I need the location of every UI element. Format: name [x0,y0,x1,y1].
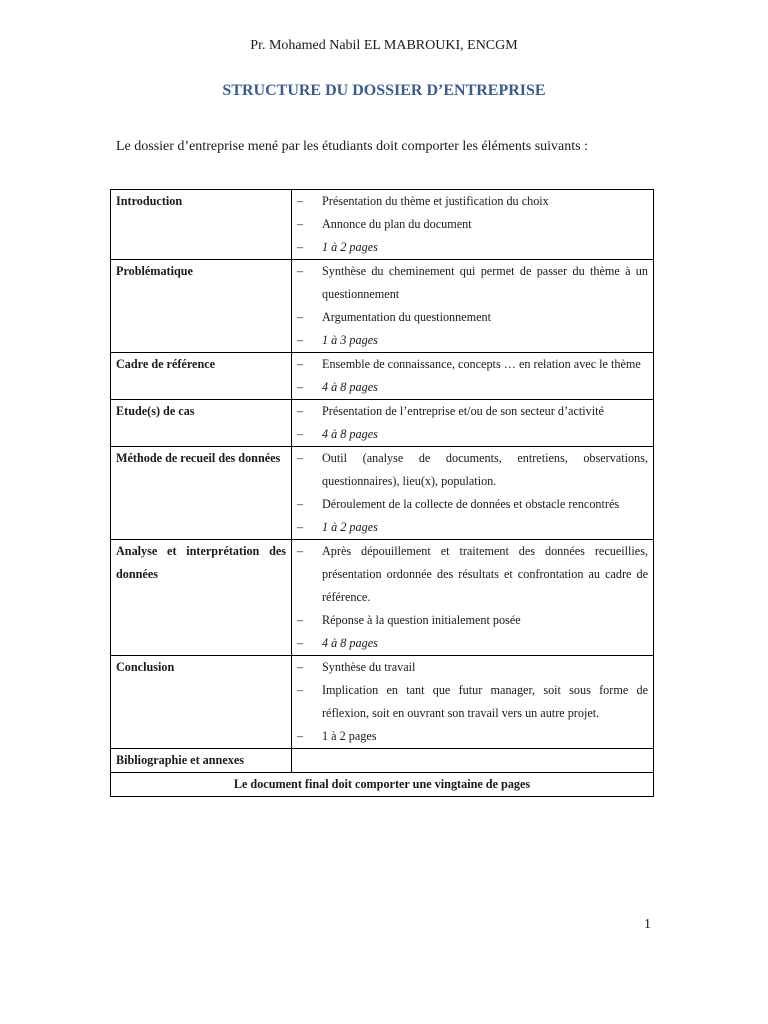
dash-bullet-icon: – [297,520,304,534]
dash-bullet-icon: – [297,451,304,465]
list-item [297,540,648,609]
section-label: Conclusion [111,656,292,749]
list-item-text: Outil (analyse de documents, entretiens, observations, questionnaires), lieu(x), population. [322,451,648,488]
dash-bullet-icon: – [297,427,304,441]
dash-bullet-icon: – [297,310,304,324]
table-row [111,749,654,773]
section-item-list [297,447,648,539]
section-content [292,540,654,656]
list-item-text: 4 à 8 pages [322,636,378,650]
list-item [297,260,648,306]
list-item-text: Annonce du plan du document [322,217,472,231]
dash-bullet-icon: – [297,333,304,347]
list-item [297,516,648,539]
dash-bullet-icon: – [297,264,304,278]
table-row [111,190,654,260]
section-content [292,260,654,353]
dash-bullet-icon: – [297,636,304,650]
section-label: Problématique [111,260,292,353]
dash-bullet-icon: – [297,660,304,674]
dash-bullet-icon: – [297,729,304,743]
dash-bullet-icon: – [297,544,304,558]
dash-bullet-icon: – [297,240,304,254]
section-content [292,749,654,773]
section-label: Analyse et interprétation des données [111,540,292,656]
section-content [292,447,654,540]
table-footer-row [111,773,654,797]
list-item-text: Synthèse du cheminement qui permet de passer du thème à un questionnement [322,264,648,301]
list-item [297,447,648,493]
section-label: Méthode de recueil des données [111,447,292,540]
section-content [292,656,654,749]
list-item [297,306,648,329]
table-footer-note: Le document final doit comporter une vingtaine de pages [111,773,654,797]
list-item-text: Implication en tant que futur manager, soit sous forme de réflexion, soit en ouvrant son travail vers un autre projet. [322,683,648,720]
list-item [297,400,648,423]
list-item [297,236,648,259]
dash-bullet-icon: – [297,380,304,394]
table-row [111,260,654,353]
list-item-text: 1 à 2 pages [322,520,378,534]
list-item-text: Synthèse du travail [322,660,416,674]
dash-bullet-icon: – [297,357,304,371]
dash-bullet-icon: – [297,683,304,697]
list-item [297,190,648,213]
intro-paragraph: Le dossier d’entreprise mené par les étudiants doit comporter les éléments suivants : [116,139,588,154]
list-item-text: Ensemble de connaissance, concepts … en relation avec le thème [322,357,641,371]
section-label: Introduction [111,190,292,260]
section-item-list [297,656,648,748]
section-label: Etude(s) de cas [111,400,292,447]
document-title: STRUCTURE DU DOSSIER D’ENTREPRISE [222,82,546,99]
list-item [297,376,648,399]
list-item [297,632,648,655]
dash-bullet-icon: – [297,194,304,208]
list-item-text: 1 à 3 pages [322,333,378,347]
list-item-text: Réponse à la question initialement posée [322,613,521,627]
section-item-list [297,400,648,446]
list-item-text: 1 à 2 pages [322,729,377,743]
section-item-list [297,260,648,352]
table-row [111,353,654,400]
table-row [111,400,654,447]
list-item-text: Déroulement de la collecte de données et obstacle rencontrés [322,497,620,511]
list-item [297,725,648,748]
section-content [292,190,654,260]
list-item-text: Présentation du thème et justification du choix [322,194,549,208]
page-number: 1 [644,917,651,932]
list-item-text: Après dépouillement et traitement des données recueillies, présentation ordonnée des résultats et confrontation au cadre de référence. [322,544,648,604]
list-item [297,679,648,725]
structure-table [110,189,654,797]
list-item [297,493,648,516]
section-label: Cadre de référence [111,353,292,400]
list-item-text: Présentation de l’entreprise et/ou de son secteur d’activité [322,404,604,418]
list-item [297,609,648,632]
dash-bullet-icon: – [297,613,304,627]
page-header-author: Pr. Mohamed Nabil EL MABROUKI, ENCGM [250,38,518,53]
dash-bullet-icon: – [297,217,304,231]
list-item-text: 4 à 8 pages [322,380,378,394]
list-item [297,213,648,236]
list-item-text: 1 à 2 pages [322,240,378,254]
list-item [297,656,648,679]
table-row [111,656,654,749]
section-item-list [297,540,648,655]
section-content [292,353,654,400]
section-label: Bibliographie et annexes [111,749,292,773]
section-item-list [297,190,648,259]
dash-bullet-icon: – [297,404,304,418]
list-item-text: Argumentation du questionnement [322,310,492,324]
structure-table-body [111,190,654,797]
section-item-list [297,353,648,399]
list-item [297,329,648,352]
list-item [297,353,648,376]
section-content [292,400,654,447]
table-row [111,540,654,656]
list-item [297,423,648,446]
table-row [111,447,654,540]
list-item-text: 4 à 8 pages [322,427,378,441]
dash-bullet-icon: – [297,497,304,511]
